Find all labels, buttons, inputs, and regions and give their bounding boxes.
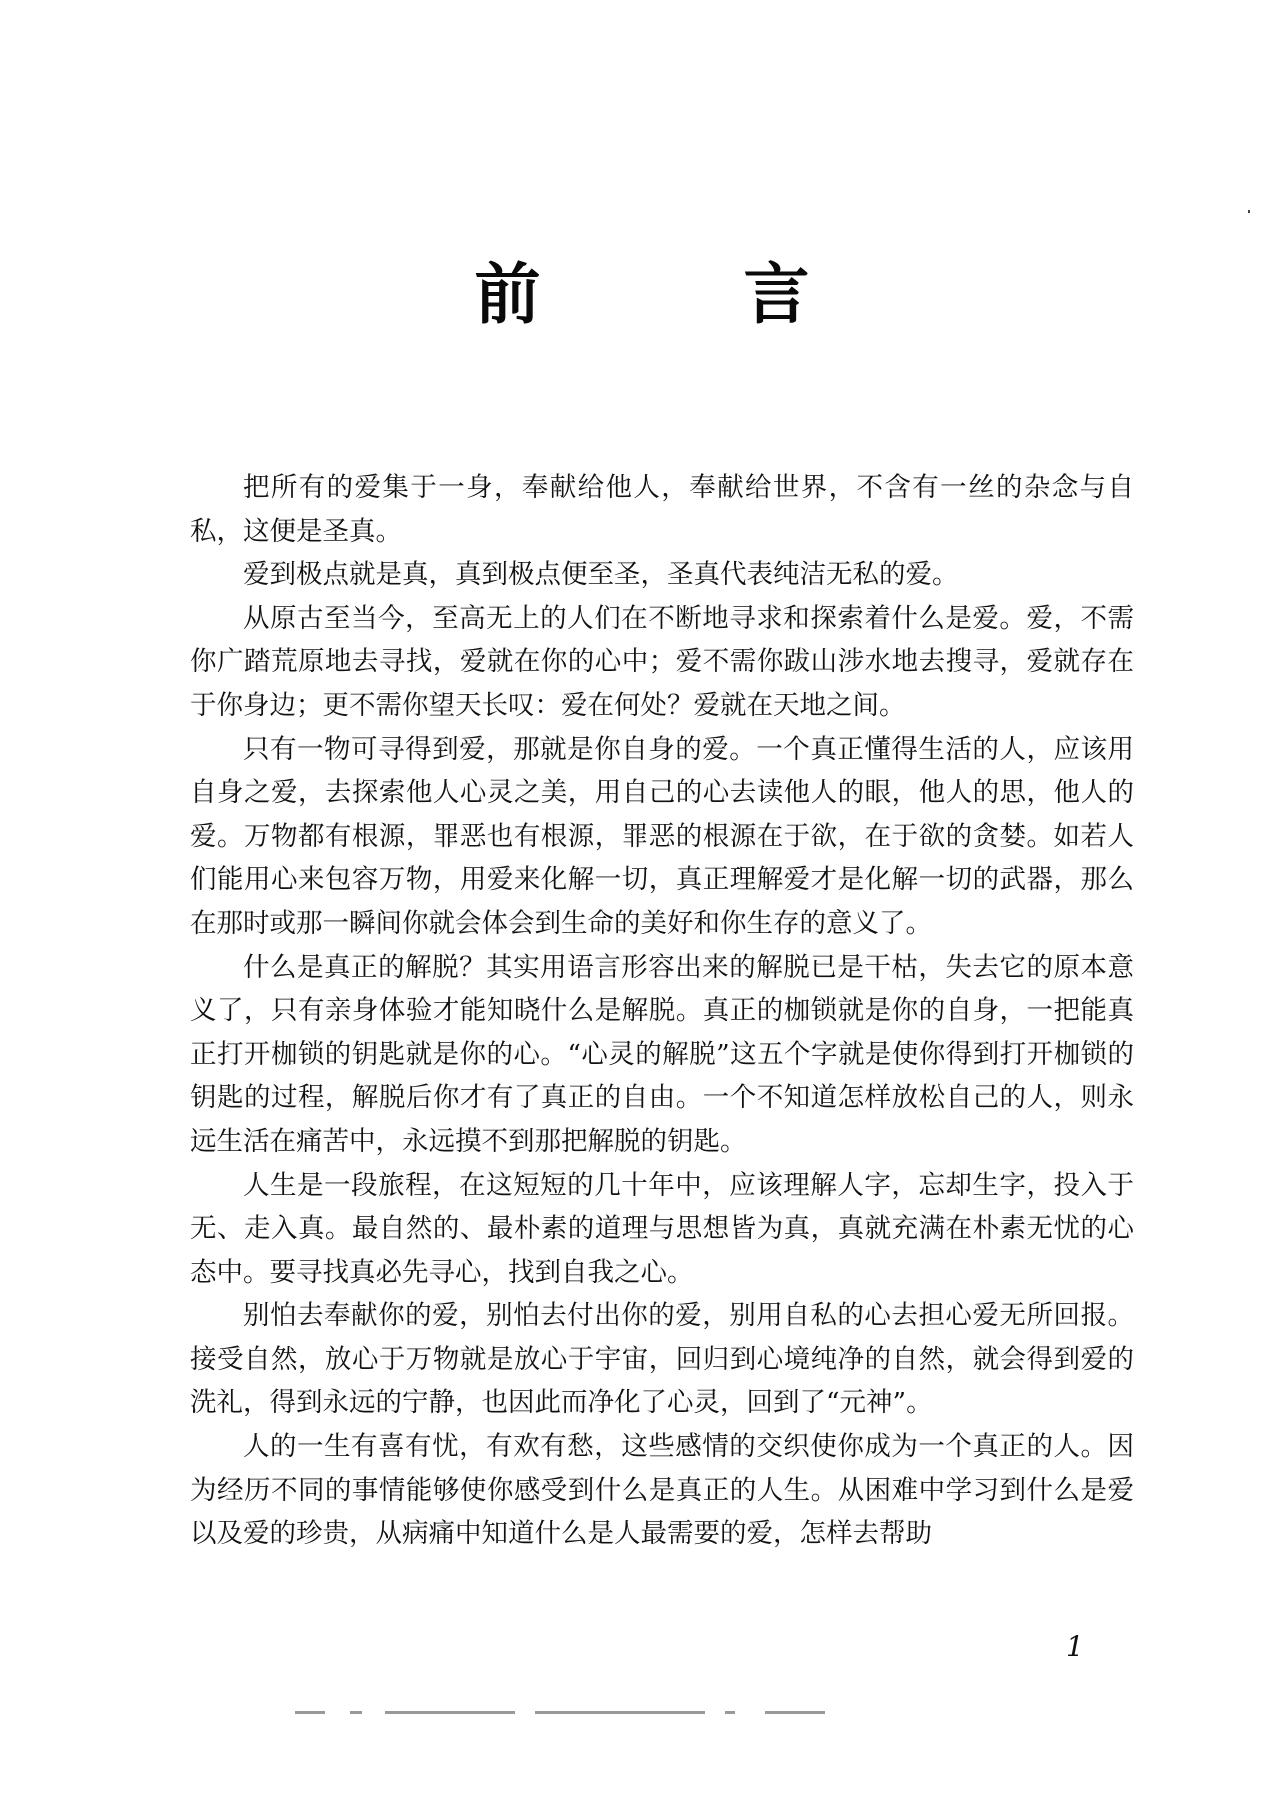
paragraph: 人的一生有喜有忧，有欢有愁，这些感情的交织使你成为一个真正的人。因为经历不同的事情能够使你感受到什么是真正的人生。从困难中学习到什么是爱以及爱的珍贵，从病痛中知道什么是人最需要的爱，怎样去帮助 [190,1431,1134,1550]
paragraph: 别怕去奉献你的爱，别怕去付出你的爱，别用自私的心去担心爱无所回报。接受自然，放心于万物就是放心于宇宙，回归到心境纯净的自然，就会得到爱的洗礼，得到永远的宁静，也因此而净化了心灵，回到了“元神”。 [190,1300,1134,1419]
paragraph: 人生是一段旅程，在这短短的几十年中，应该理解人字，忘却生字，投入于无、走入真。最自然的、最朴素的道理与思想皆为真，真就充满在朴素无忧的心态中。要寻找真必先寻心，找到自我之心。 [190,1169,1134,1288]
paragraph: 把所有的爱集于一身，奉献给他人，奉献给世界，不含有一丝的杂念与自私，这便是圣真。 [190,472,1134,547]
page-title: 前 言 [474,256,900,333]
paragraph: 从原古至当今，至高无上的人们在不断地寻求和探索着什么是爱。爱，不需你广踏荒原地去寻找，爱就在你的心中；爱不需你跋山涉水地去搜寻，爱就存在于你身边；更不需你望天长叹：爱在何处？爱就在天地之间。 [190,602,1134,721]
paragraph: 什么是真正的解脱？其实用语言形容出来的解脱已是干枯，失去它的原本意义了，只有亲身体验才能知晓什么是解脱。真正的枷锁就是你的自身，一把能真正打开枷锁的钥匙就是你的心。“心灵的解脱”这五个字就是使你得到打开枷锁的钥匙的过程，解脱后你才有了真正的自由。一个不知道怎样放松自己的人，则永远生活在痛苦中，永远摸不到那把解脱的钥匙。 [190,951,1134,1157]
scan-speck [1248,210,1250,213]
scan-noise-line [295,1711,855,1719]
page-number: 1 [1066,1630,1084,1663]
paragraph: 只有一物可寻得到爱，那就是你自身的爱。一个真正懂得生活的人，应该用自身之爱，去探索他人心灵之美，用自己的心去读他人的眼，他人的思，他人的爱。万物都有根源，罪恶也有根源，罪恶的根源在于欲，在于欲的贪婪。如若人们能用心来包容万物，用爱来化解一切，真正理解爱才是化解一切的武器，那么在那时或那一瞬间你就会体会到生命的美好和你生存的意义了。 [190,733,1134,939]
body-text [190,466,1134,1556]
paragraph: 爱到极点就是真，真到极点便至圣，圣真代表纯洁无私的爱。 [243,559,959,591]
